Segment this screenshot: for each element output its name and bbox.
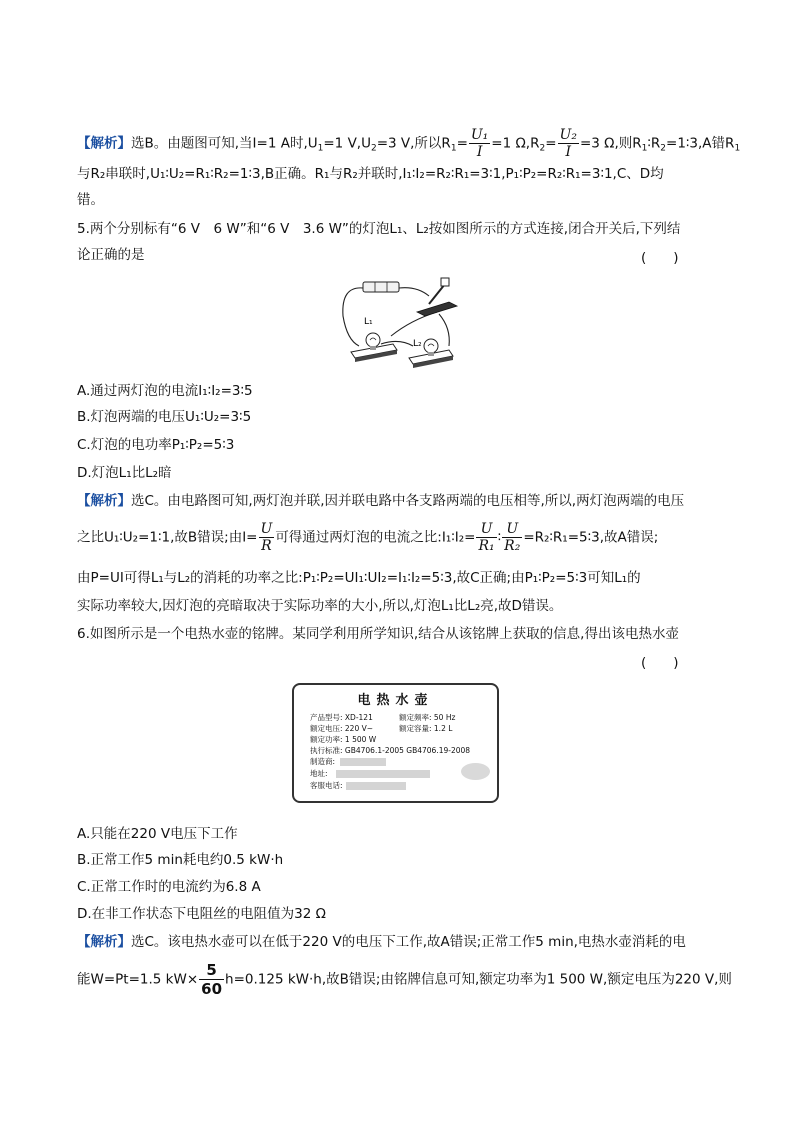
q6-analysis-line-2	[77, 961, 732, 998]
fraction-denominator: I	[565, 144, 571, 160]
text: =3 Ω,则R	[579, 135, 642, 152]
switch-icon	[417, 278, 457, 316]
fraction-denominator: R	[261, 538, 272, 554]
fraction-denominator: R₁	[478, 538, 495, 554]
kettle-nameplate	[292, 683, 499, 803]
fraction-numerator: 5	[199, 961, 224, 980]
text: =1 Ω,R	[491, 135, 540, 152]
fraction-numerator: U₂	[559, 127, 577, 143]
circuit-figure	[333, 276, 463, 368]
lamp-l2-label: L₂	[413, 339, 422, 349]
nameplate-address: 地址:	[310, 769, 328, 778]
nameplate-phone: 客服电话:	[310, 781, 343, 790]
analysis-tag: 【解析】	[77, 934, 131, 950]
q6-stem-line-1: 6.如图所示是一个电热水壶的铭牌。某同学利用所学知识,结合从该铭牌上获取的信息,得出该电热水壶	[77, 626, 679, 642]
nameplate-standard: 执行标准: GB4706.1-2005 GB4706.19-2008	[310, 746, 471, 755]
q6-option-c: C.正常工作时的电流约为6.8 A	[77, 879, 261, 895]
q5-stem-line-1: 5.两个分别标有“6 V 6 W”和“6 V 3.6 W”的灯泡L₁、L₂按如图所示的方式连接,闭合开关后,下列结	[77, 221, 681, 237]
text: =1∶3,A错R	[666, 135, 735, 152]
text: =R₂∶R₁=5∶3,故A错误;	[523, 529, 659, 546]
q5-stem-line-2: 论正确的是	[77, 247, 145, 263]
nameplate-power: 额定功率: 1 500 W	[310, 735, 377, 744]
fraction-denominator: R₂	[504, 538, 521, 554]
fraction-denominator: 60	[201, 980, 223, 998]
q5-analysis-line-2	[77, 521, 658, 554]
fraction-u-over-r2	[502, 521, 522, 554]
text: ∶R	[647, 135, 661, 152]
redacted-bar	[336, 770, 430, 778]
text: =3 V,所以R	[376, 135, 451, 152]
text: 可得通过两灯泡的电流之比:I₁∶I₂=	[275, 529, 476, 546]
redacted-bar	[340, 758, 386, 766]
nameplate-frequency: 额定频率: 50 Hz	[399, 713, 456, 722]
q5-analysis-line-3: 由P=UI可得L₁与L₂的消耗的功率之比:P₁∶P₂=UI₁∶UI₂=I₁∶I₂=5∶3,故C正确;由P₁∶P₂=5∶3可知L₁的	[77, 570, 641, 586]
q5-option-a: A.通过两灯泡的电流I₁∶I₂=3∶5	[77, 383, 253, 399]
lamp-l1-label: L₁	[364, 317, 373, 327]
q6-option-a: A.只能在220 V电压下工作	[77, 826, 238, 842]
fraction-u-over-r1	[476, 521, 496, 554]
text: 能W=Pt=1.5 kW×	[77, 971, 199, 988]
analysis-tag: 【解析】	[77, 493, 131, 509]
q5-analysis-line-4: 实际功率较大,因灯泡的亮暗取决于实际功率的大小,所以,灯泡L₁比L₂亮,故D错误。	[77, 598, 563, 614]
q5-option-c: C.灯泡的电功率P₁∶P₂=5∶3	[77, 437, 235, 453]
lamp-l1-icon	[351, 333, 397, 362]
nameplate-manufacturer: 制造商:	[310, 757, 336, 766]
fraction-numerator: U	[260, 521, 273, 537]
analysis-tag: 【解析】	[77, 135, 131, 152]
fraction-numerator: U	[502, 521, 522, 538]
nameplate-voltage: 额定电压: 220 V~	[310, 724, 374, 733]
q5-analysis-line-1	[77, 492, 684, 510]
fraction-u2-over-i	[558, 127, 579, 160]
nameplate-title: 电热水壶	[357, 693, 434, 708]
q6-option-b: B.正常工作5 min耗电约0.5 kW·h	[77, 852, 284, 868]
q6-analysis-line-1	[77, 933, 686, 951]
certification-mark	[461, 763, 490, 780]
text: =	[456, 135, 468, 152]
answer-paren: ( )	[641, 250, 679, 266]
text: 选B。由题图可知,当I=1 A时,U	[131, 135, 318, 152]
text: =1 V,U	[323, 135, 371, 152]
fraction-numerator: U₁	[470, 127, 489, 143]
text: 选C。该电热水壶可以在低于220 V的电压下工作,故A错误;正常工作5 min,电热水壶消耗的电	[131, 934, 686, 950]
q4-analysis-line-2: 与R₂串联时,U₁∶U₂=R₁∶R₂=1∶3,B正确。R₁与R₂并联时,I₁∶I₂=R₂∶R₁=3∶1,P₁∶P₂=R₂∶R₁=3∶1,C、D均	[77, 166, 664, 182]
text: =	[545, 135, 557, 152]
q4-analysis-line-1: 【解析】选B。由题图可知,当I=1 A时$,U_1=1$ $V,U_2=3$ V,所以$R_1=$ $\frac{\text{U₁}}{I}$ =1 $\Omega,R_2=$ $\frac{\text{U₂}}{I}$ =3 Ω,则$R_1∶R_2=1∶3,A$错$R_1$	[77, 127, 741, 160]
answer-paren: ( )	[641, 655, 679, 671]
fraction-u1-over-i	[469, 127, 490, 160]
battery-icon	[363, 282, 399, 292]
text: ∶	[497, 529, 502, 546]
text: 选C。由电路图可知,两灯泡并联,因并联电路中各支路两端的电压相等,所以,两灯泡两端的电压	[131, 493, 685, 509]
text: 之比U₁∶U₂=1∶1,故B错误;由I=	[77, 529, 258, 546]
fraction-5-over-60	[199, 961, 224, 998]
q5-option-b: B.灯泡两端的电压U₁∶U₂=3∶5	[77, 409, 252, 425]
nameplate-capacity: 额定容量: 1.2 L	[399, 724, 453, 733]
redacted-bar	[346, 782, 406, 790]
text: h=0.125 kW·h,故B错误;由铭牌信息可知,额定功率为1 500 W,额定电压为220 V,则	[225, 971, 732, 988]
fraction-denominator: I	[476, 144, 483, 160]
q4-analysis-line-3: 错。	[77, 192, 104, 208]
q5-option-d: D.灯泡L₁比L₂暗	[77, 465, 172, 481]
fraction-numerator: U	[476, 521, 496, 538]
fraction-u-over-r	[259, 521, 275, 554]
nameplate-model: 产品型号: XD-121	[310, 713, 373, 722]
q6-option-d: D.在非工作状态下电阻丝的电阻值为32 Ω	[77, 906, 326, 922]
